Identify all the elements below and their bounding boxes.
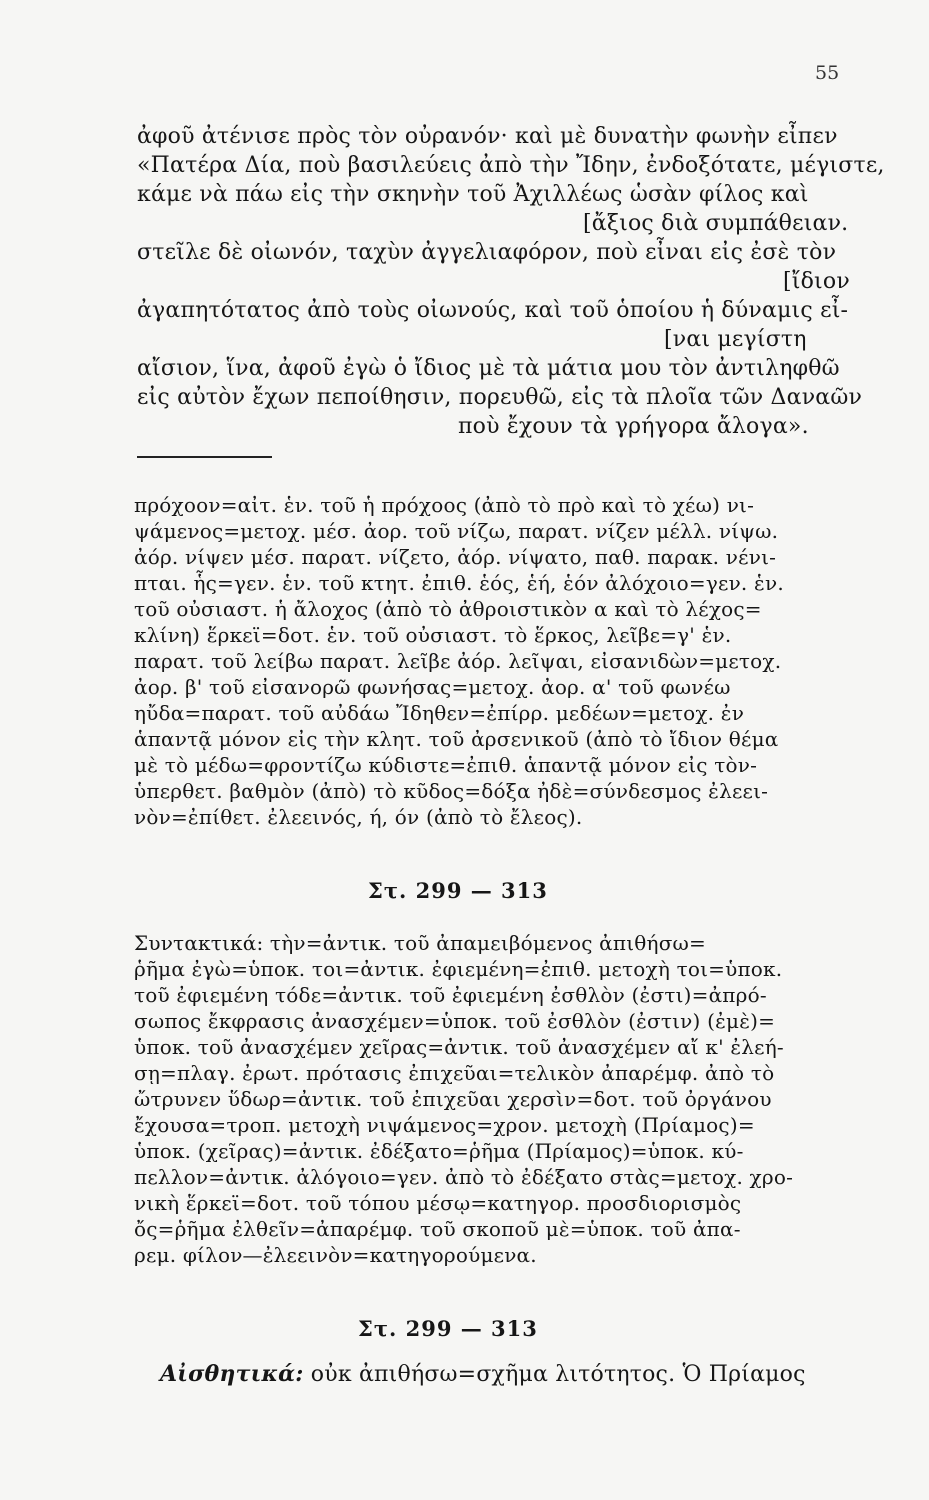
syntax-line: ὄς=ῥῆμα ἐλθεῖν=ἀπαρέμφ. τοῦ σκοποῦ μὲ=ὑποκ. τοῦ ἀπα- — [134, 1217, 741, 1241]
poem-line: εἰς αὐτὸν ἔχων πεποίθησιν, πορευθῶ, εἰς τὰ πλοῖα τῶν Δαναῶν — [137, 385, 863, 410]
syntax-line: νικὴ ἕρκεϊ=δοτ. τοῦ τόπου μέσῳ=κατηγορ. προσδιορισμὸς — [134, 1191, 742, 1215]
poem-line-continuation: [ἴδιον — [783, 269, 850, 294]
note-line: πρόχοον=αἰτ. ἑν. τοῦ ἡ πρόχοος (ἀπὸ τὸ πρὸ καὶ τὸ χέω) νι- — [134, 493, 755, 517]
aesthetic-line — [160, 1361, 806, 1388]
poem-line: αἴσιον, ἵνα, ἀφοῦ ἐγὼ ὁ ἴδιος μὲ τὰ μάτια μου τὸν ἀντιληφθῶ — [137, 356, 840, 381]
note-line: κλίνη) ἕρκεϊ=δοτ. ἑν. τοῦ οὐσιαστ. τὸ ἕρκος, λεῖβε=γ' ἑν. — [134, 623, 732, 647]
poem-line: «Πατέρα Δία, ποὺ βασιλεύεις ἀπὸ τὴν Ἴδην, ἐνδοξότατε, μέγιστε, — [137, 153, 885, 178]
syntax-line: Συντακτικά: τὴν=ἀντικ. τοῦ ἀπαμειβόμενος ἀπιθήσω= — [134, 931, 707, 955]
section-heading: Στ. 299 — 313 — [368, 878, 548, 903]
poem-line: ποὺ ἔχουν τὰ γρήγορα ἄλογα». — [458, 414, 809, 439]
separator-rule — [137, 456, 272, 458]
note-line: ὑπερθετ. βαθμὸν (ἀπὸ) τὸ κῦδος=δόξα ἠδὲ=σύνδεσμος ἐλεει- — [134, 779, 769, 803]
poem-line-continuation: [ἄξιος διὰ συμπάθειαν. — [583, 211, 849, 236]
aesthetic-label: Αἰσθητικά: — [160, 1361, 304, 1387]
section-heading: Στ. 299 — 313 — [358, 1316, 538, 1341]
poem-line-continuation: [ναι μεγίστη — [664, 327, 807, 352]
note-line: ἁπαντᾷ μόνον εἰς τὴν κλητ. τοῦ ἀρσενικοῦ (ἀπὸ τὸ ἴδιον θέμα — [134, 727, 779, 751]
note-line: ἀόρ. νίψεν μέσ. παρατ. νίζετο, ἀόρ. νίψατο, παθ. παρακ. νένι- — [134, 545, 777, 569]
poem-line: ἀγαπητότατος ἀπὸ τοὺς οἰωνούς, καὶ τοῦ ὁποίου ἡ δύναμις εἶ- — [137, 298, 849, 323]
poem-line: ἀφοῦ ἀτένισε πρὸς τὸν οὐρανόν· καὶ μὲ δυνατὴν φωνὴν εἶπεν — [137, 124, 838, 149]
aesthetic-text: οὐκ ἀπιθήσω=σχῆμα λιτότητος. Ὁ Πρίαμος — [310, 1362, 806, 1387]
note-line: ἀορ. β' τοῦ εἰσανορῶ φωνήσας=μετοχ. ἀορ. α' τοῦ φωνέω — [134, 675, 731, 699]
syntax-line: ῥῆμα ἐγὼ=ὑποκ. τοι=ἀντικ. ἐφιεμένη=ἐπιθ. μετοχὴ τοι=ὑποκ. — [134, 957, 783, 981]
note-line: μὲ τὸ μέδω=φροντίζω κύδιστε=ἐπιθ. ἁπαντᾷ μόνον εἰς τὸν- — [134, 753, 758, 777]
syntax-line: πελλον=ἀντικ. ἀλόγοιο=γεν. ἀπὸ τὸ ἐδέξατο στὰς=μετοχ. χρο- — [134, 1165, 794, 1189]
syntax-line: σῃ=πλαγ. ἐρωτ. πρότασις ἐπιχεῦαι=τελικὸν ἀπαρέμφ. ἀπὸ τὸ — [134, 1061, 775, 1085]
note-line: ηὔδα=παρατ. τοῦ αὐδάω Ἴδηθεν=ἐπίρρ. μεδέων=μετοχ. ἐν — [134, 701, 745, 725]
poem-line: στεῖλε δὲ οἰωνόν, ταχὺν ἀγγελιαφόρον, ποὺ εἶναι εἰς ἐσὲ τὸν — [137, 240, 837, 265]
note-line: τοῦ οὐσιαστ. ἡ ἄλοχος (ἀπὸ τὸ ἀθροιστικὸν α καὶ τὸ λέχος= — [134, 597, 762, 621]
note-line: παρατ. τοῦ λείβω παρατ. λεῖβε ἀόρ. λεῖψαι, εἰσανιδὼν=μετοχ. — [134, 649, 782, 673]
page-number: 55 — [815, 62, 840, 84]
note-line: πται. ἧς=γεν. ἑν. τοῦ κτητ. ἐπιθ. ἑός, ἑή, ἑόν ἀλόχοιο=γεν. ἑν. — [134, 571, 784, 595]
syntax-line: ὤτρυνεν ὕδωρ=ἀντικ. τοῦ ἐπιχεῦαι χερσὶν=δοτ. τοῦ ὀργάνου — [134, 1087, 772, 1111]
syntax-line: ρεμ. φίλον—ἐλεεινὸν=κατηγορούμενα. — [134, 1243, 537, 1267]
syntax-line: σωπος ἔκφρασις ἀνασχέμεν=ὑποκ. τοῦ ἐσθλὸν (ἐστιν) (ἐμὲ)= — [134, 1009, 776, 1033]
poem-line: κάμε νὰ πάω εἰς τὴν σκηνὴν τοῦ Ἀχιλλέως ὡσὰν φίλος καὶ — [137, 182, 809, 207]
syntax-line: ὑποκ. (χεῖρας)=ἀντικ. ἐδέξατο=ῥῆμα (Πρίαμος)=ὑποκ. κύ- — [134, 1139, 744, 1163]
syntax-line: ὑποκ. τοῦ ἀνασχέμεν χεῖρας=ἀντικ. τοῦ ἀνασχέμεν αἴ κ' ἐλεή- — [134, 1035, 784, 1059]
note-line: ψάμενος=μετοχ. μέσ. ἀορ. τοῦ νίζω, παρατ. νίζεν μέλλ. νίψω. — [134, 519, 779, 543]
syntax-line: τοῦ ἐφιεμένη τόδε=ἀντικ. τοῦ ἐφιεμένη ἐσθλὸν (ἐστι)=ἀπρό- — [134, 983, 767, 1007]
note-line: νὸν=ἐπίθετ. ἐλεεινός, ή, όν (ἀπὸ τὸ ἔλεος). — [134, 805, 583, 829]
syntax-line: ἔχουσα=τροπ. μετοχὴ νιψάμενος=χρον. μετοχὴ (Πρίαμος)= — [134, 1113, 755, 1137]
